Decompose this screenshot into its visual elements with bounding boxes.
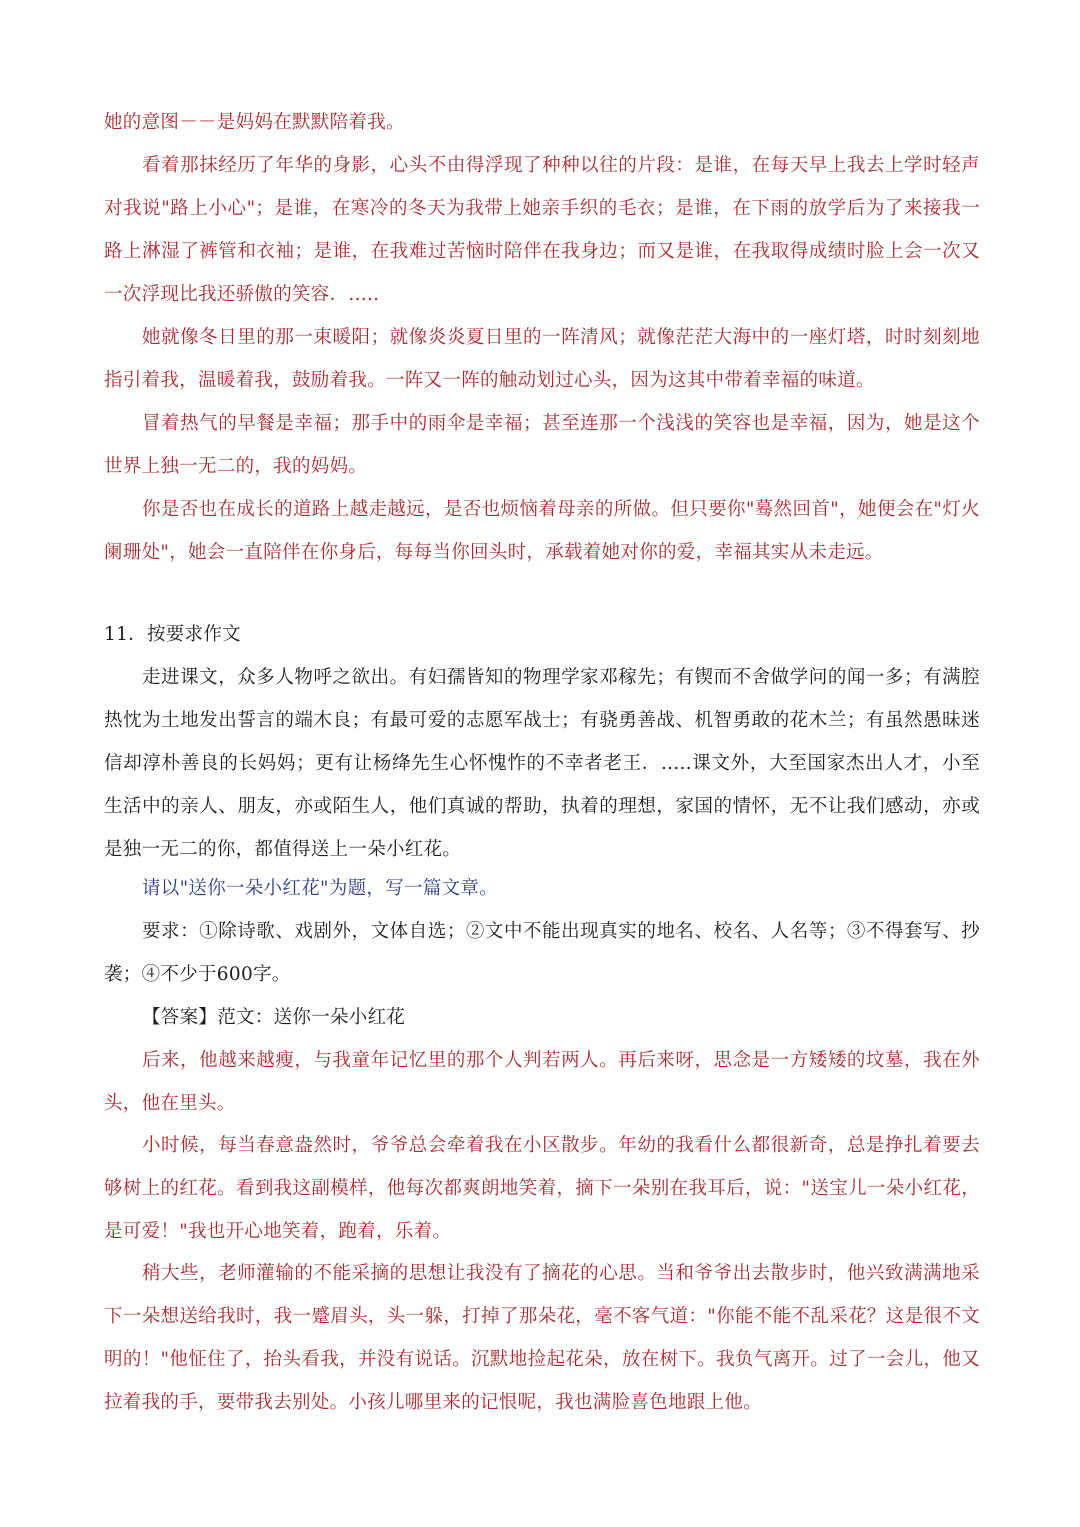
question-requirements: 要求：①除诗歌、戏剧外，文体自选；②文中不能出现真实的地名、校名、人名等；③不得套写、抄袭；④不少于600字。 xyxy=(104,921,980,985)
paragraph-closing-line: 她的意图－－是妈妈在默默陪着我。 xyxy=(104,112,405,133)
essay-paragraph-2: 小时候，每当春意盎然时，爷爷总会牵着我在小区散步。年幼的我看什么都很新奇，总是挣扎着要去够树上的红花。看到我这副模样，他每次都爽朗地笑着，摘下一朵别在我耳后，说："送宝儿一朵小红花，是可爱！"我也开心地笑着，跑着，乐着。 xyxy=(104,1135,980,1242)
paragraph-conclusion: 你是否也在成长的道路上越走越远，是否也烦恼着母亲的所做。但只要你"蓦然回首"，她便会在"灯火阑珊处"，她会一直陪伴在你身后，每每当你回头时，承载着她对你的爱，幸福其实从未走远。 xyxy=(104,499,980,563)
question-material: 走进课文，众多人物呼之欲出。有妇孺皆知的物理学家邓稼先；有锲而不舍做学问的闻一多；有满腔热忱为土地发出誓言的端木良；有最可爱的志愿军战士；有骁勇善战、机智勇敢的花木兰；有虽然愚昧迷信却淳朴善良的长妈妈；更有让杨绛先生心怀愧怍的不幸者老王．.....课文外，大至国家杰出人才，小至生活中的亲人、朋友，亦或陌生人，他们真诚的帮助，执着的理想，家国的情怀，无不让我们感动，亦或是独一无二的你，都值得送上一朵小红花。 xyxy=(104,667,980,860)
answer-heading: 【答案】范文：送你一朵小红花 xyxy=(142,1007,406,1028)
question-prompt: 请以"送你一朵小红花"为题，写一篇文章。 xyxy=(142,878,499,899)
essay-paragraph-3: 稍大些，老师灌输的不能采摘的思想让我没有了摘花的心思。当和爷爷出去散步时，他兴致满满地采下一朵想送给我时，我一蹙眉头，头一躲，打掉了那朵花，毫不客气道："你能不能不乱采花？这是很不文明的！"他怔住了，抬头看我，并没有说话。沉默地捡起花朵，放在树下。我负气离开。过了一会儿，他又拉着我的手，要带我去别处。小孩儿哪里来的记恨呢，我也满脸喜色地跟上他。 xyxy=(104,1263,980,1413)
question-title: 11．按要求作文 xyxy=(104,624,241,645)
paragraph-happiness: 冒着热气的早餐是幸福；那手中的雨伞是幸福；甚至连那一个浅浅的笑容也是幸福，因为，她是这个世界上独一无二的，我的妈妈。 xyxy=(104,413,980,477)
paragraph-metaphors: 她就像冬日里的那一束暖阳；就像炎炎夏日里的一阵清风；就像茫茫大海中的一座灯塔，时时刻刻地指引着我，温暖着我，鼓励着我。一阵又一阵的触动划过心头，因为这其中带着幸福的味道。 xyxy=(104,327,980,391)
essay-paragraph-1: 后来，他越来越瘦，与我童年记忆里的那个人判若两人。再后来呀，思念是一方矮矮的坟墓，我在外头，他在里头。 xyxy=(104,1050,980,1114)
paragraph-memories: 看着那抹经历了年华的身影，心头不由得浮现了种种以往的片段：是谁，在每天早上我去上学时轻声对我说"路上小心"；是谁，在寒冷的冬天为我带上她亲手织的毛衣；是谁，在下雨的放学后为了来接我一路上淋湿了裤管和衣袖；是谁，在我难过苦恼时陪伴在我身边；而又是谁，在我取得成绩时脸上会一次又一次浮现比我还骄傲的笑容．..... xyxy=(104,155,980,305)
